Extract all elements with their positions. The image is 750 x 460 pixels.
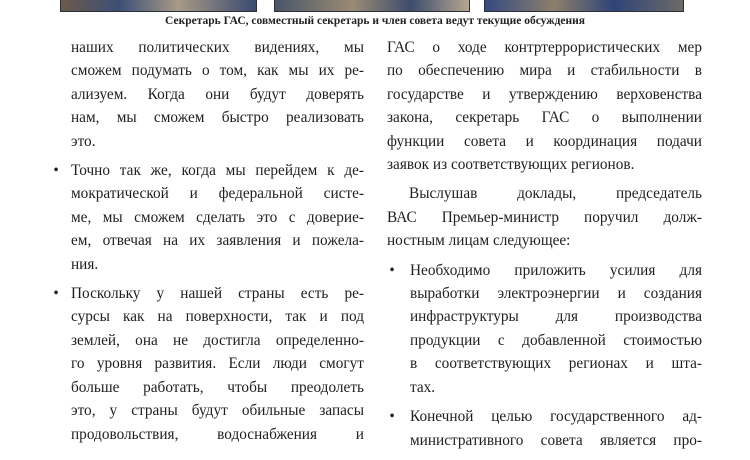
text-line: го уровня развития. Если люди смогут: [71, 355, 364, 373]
right-paragraph-2: [387, 182, 702, 205]
bullet-marker: •: [389, 408, 395, 426]
left-paragraph-1: [71, 36, 364, 153]
meeting-photo-3: [484, 0, 684, 12]
left-bullet-item-2: [53, 282, 364, 446]
bullet-marker: •: [53, 162, 59, 180]
text-line: Конечной целью государственного ад-: [410, 408, 702, 426]
text-line: выработки электроэнергии и создания: [410, 285, 702, 303]
text-line: это.: [71, 132, 96, 150]
bullet-marker: •: [53, 285, 59, 303]
meeting-photo-2: [274, 0, 470, 12]
text-line: землей, она не достигла определенно-: [71, 331, 364, 349]
text-line: закона, секретарь ГАС о выполнении: [387, 109, 702, 127]
right-paragraph-2-cont: [387, 206, 702, 253]
bullet-marker: •: [389, 261, 395, 279]
text-line: по обеспечению мира и стабильности в: [387, 62, 702, 80]
photo-strip: [0, 0, 750, 14]
text-line: министративного совета является про-: [410, 431, 702, 449]
text-line: Необходимо приложить усилия для: [410, 261, 702, 279]
left-bullet-item-1: [53, 159, 364, 276]
text-line: продовольствия, водоснабжения и: [71, 425, 364, 443]
text-line: мократической и федеральной систе-: [71, 185, 364, 203]
text-line: Поскольку у нашей страны есть ре-: [71, 285, 364, 303]
text-line: ния.: [71, 255, 99, 273]
text-line: нам, мы сможем быстро реализовать: [71, 109, 364, 127]
text-line: государстве и утверждению верховенства: [387, 85, 702, 103]
meeting-photo-1: [60, 0, 257, 12]
text-line: ализуем. Когда они будут доверять: [71, 85, 364, 103]
text-line: ГАС о ходе контртеррористических мер: [387, 39, 702, 56]
right-column: [387, 36, 702, 452]
text-line: ностным лицам следующее:: [387, 232, 571, 250]
text-line: продукции с добавленной стоимостью: [410, 331, 702, 349]
text-line: сможем подумать о том, как мы их ре-: [71, 62, 364, 80]
text-line: сурсы как на поверхности, так и под: [71, 308, 364, 326]
text-line: в соответствующих регионах и шта-: [410, 355, 702, 373]
right-bullet-item-2: [387, 405, 702, 452]
text-line: Выслушав доклады, председатель: [409, 185, 702, 203]
right-paragraph-1: [387, 36, 702, 176]
text-line: ме, мы сможем сделать это с доверие-: [71, 208, 364, 226]
text-line: функции совета и координация подачи: [387, 132, 702, 150]
text-line: больше работать, чтобы преодолеть: [71, 378, 364, 396]
text-line: ем, отвечая на их заявления и пожела-: [71, 232, 364, 250]
right-bullet-item-1: [387, 259, 702, 399]
text-line: Точно так же, когда мы перейдем к де-: [71, 162, 364, 180]
text-line: это, у страны будут обильные запасы: [71, 402, 364, 420]
text-line: наших политических видениях, мы: [71, 39, 364, 56]
photo-caption: Секретарь ГАС, совместный секретарь и член совета ведут текущие обсуждения: [165, 15, 585, 27]
text-line: ВАС Премьер-министр поручил долж-: [387, 208, 702, 226]
text-line: тах.: [410, 378, 436, 396]
text-line: инфраструктуры для производства: [410, 308, 702, 326]
left-column: [53, 36, 364, 446]
text-line: заявок из соответствующих регионов.: [387, 156, 635, 174]
